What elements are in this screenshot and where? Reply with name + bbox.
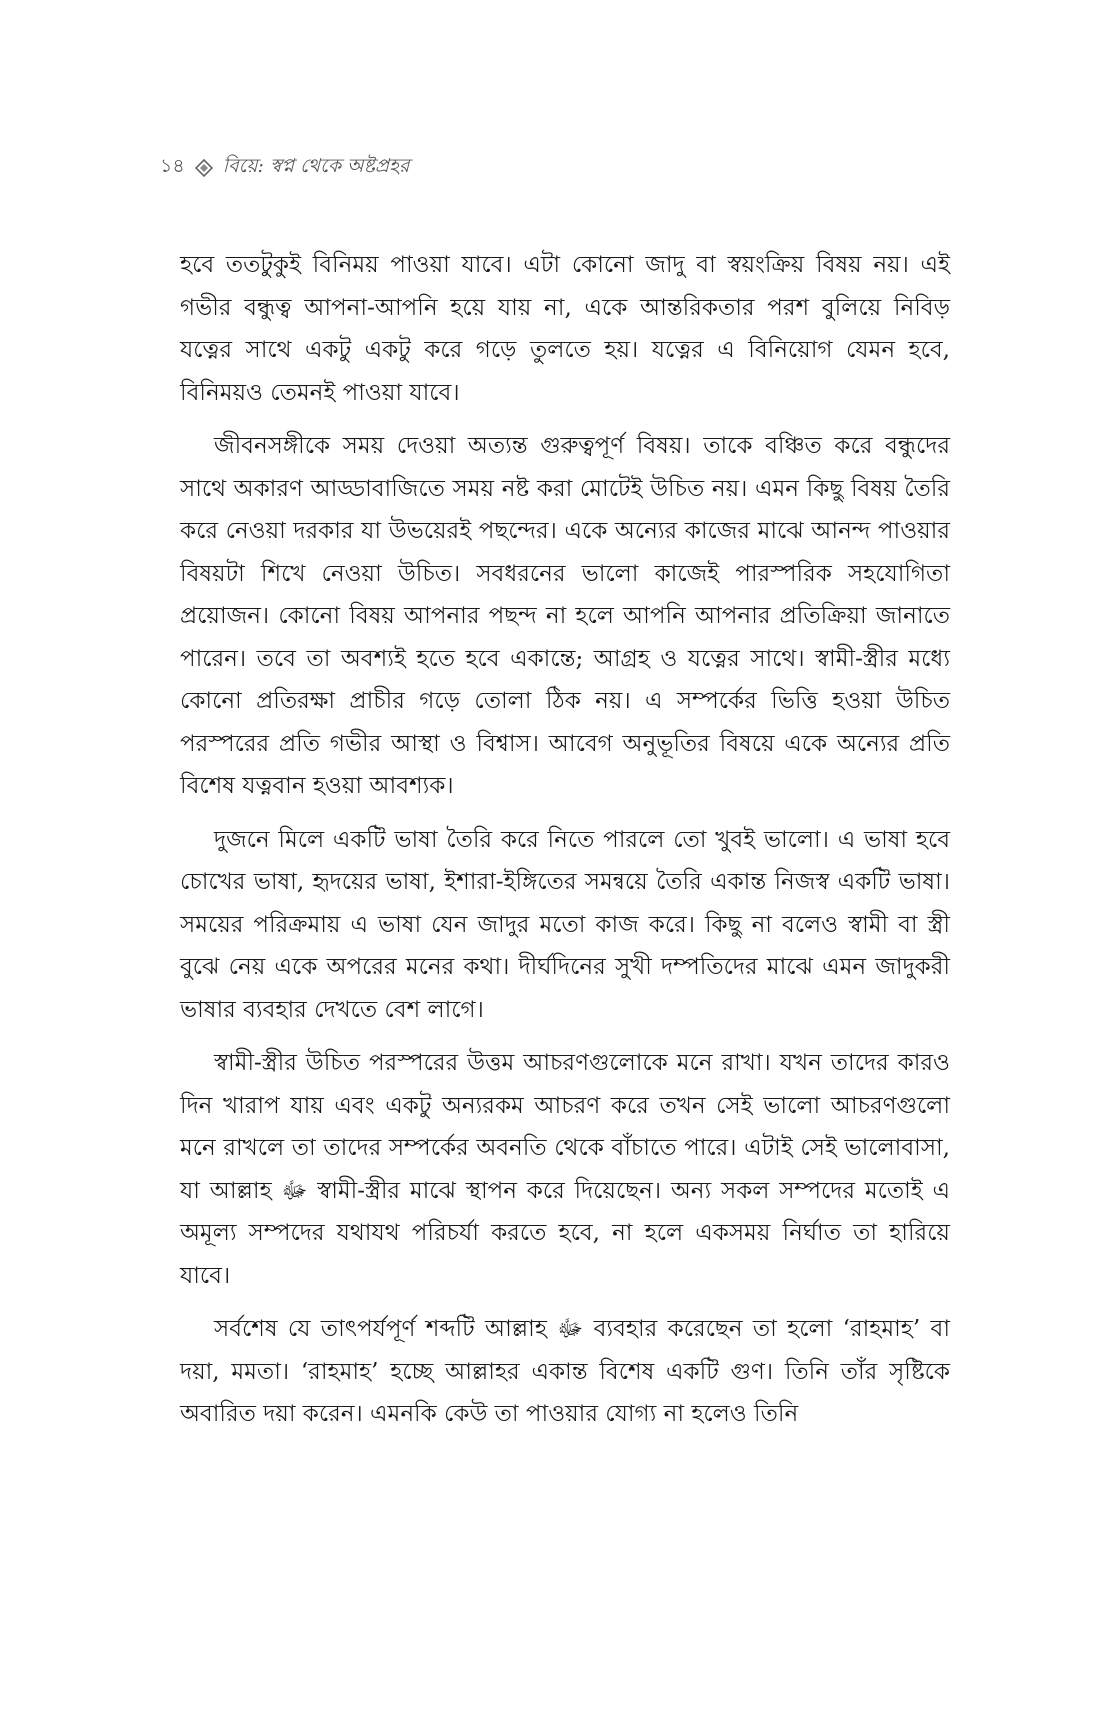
book-title: বিয়ে: স্বপ্ন থেকে অষ্টপ্রহর (222, 155, 410, 177)
paragraph-2: জীবনসঙ্গীকে সময় দেওয়া অত্যন্ত গুরুত্বপূর্ণ বিষয়। তাকে বঞ্চিত করে বন্ধুদের সাথে অকারণ আড্ডাবাজিতে সময় নষ্ট করা মোটেই উচিত নয়। এমন কিছু বিষয় তৈরি করে নেওয়া দরকার যা উভয়েরই পছন্দের। একে অন্যের কাজের মাঝে আনন্দ পাওয়ার বিষয়টা শিখে নেওয়া উচিত। সবধরনের ভালো কাজেই পারস্পরিক সহযোগিতা প্রয়োজন। কোনো বিষয় আপনার পছন্দ না হলে আপনি আপনার প্রতিক্রিয়া জানাতে পারেন। তবে তা অবশ্যই হতে হবে একান্তে; আগ্রহ ও যত্নের সাথে। স্বামী-স্ত্রীর মধ্যে কোনো প্রতিরক্ষা প্রাচীর গড়ে তোলা ঠিক নয়। এ সম্পর্কের ভিত্তি হওয়া উচিত পরস্পরের প্রতি গভীর আস্থা ও বিশ্বাস। আবেগ অনুভূতির বিষয়ে একে অন্যের প্রতি বিশেষ যত্নবান হওয়া আবশ্যক। (180, 433, 950, 799)
paragraph-3: দুজনে মিলে একটি ভাষা তৈরি করে নিতে পারলে তো খুবই ভালো। এ ভাষা হবে চোখের ভাষা, হৃদয়ের ভাষা, ইশারা-ইঙ্গিতের সমন্বয়ে তৈরি একান্ত নিজস্ব একটি ভাষা। সময়ের পরিক্রমায় এ ভাষা যেন জাদুর মতো কাজ করে। কিছু না বলেও স্বামী বা স্ত্রী বুঝে নেয় একে অপরের মনের কথা। দীর্ঘদিনের সুখী দম্পতিদের মাঝে এমন জাদুকরী ভাষার ব্যবহার দেখতে বেশ লাগে। (180, 826, 950, 1023)
paragraph-4: স্বামী-স্ত্রীর উচিত পরস্পরের উত্তম আচরণগুলোকে মনে রাখা। যখন তাদের কারও দিন খারাপ যায় এবং একটু অন্যরকম আচরণ করে তখন সেই ভালো আচরণগুলো মনে রাখলে তা তাদের সম্পর্কের অবনতি থেকে বাঁচাতে পারে। এটাই সেই ভালোবাসা, যা আল্লাহ ﷻ স্বামী-স্ত্রীর মাঝে স্থাপন করে দিয়েছেন। অন্য সকল সম্পদের মতোই এ অমূল্য সম্পদের যথাযথ পরিচর্যা করতে হবে, না হলে একসময় নির্ঘাত তা হারিয়ে যাবে। (180, 1050, 951, 1289)
paragraph-5: সর্বশেষ যে তাৎপর্যপূর্ণ শব্দটি আল্লাহ ﷻ ব্যবহার করেছেন তা হলো ‘রাহমাহ’ বা দয়া, মমতা। ‘রাহমাহ’ হচ্ছে আল্লাহর একান্ত বিশেষ একটি গুণ। তিনি তাঁর সৃষ্টিকে অবারিত দয়া করেন। এমনকি কেউ তা পাওয়ার যোগ্য না হলেও তিনি (180, 1316, 951, 1427)
diamond-ornament-icon (195, 159, 213, 177)
body-text (180, 244, 950, 1447)
running-header (160, 152, 410, 184)
paragraph-1: হবে ততটুকুই বিনিময় পাওয়া যাবে। এটা কোনো জাদু বা স্বয়ংক্রিয় বিষয় নয়। এই গভীর বন্ধুত্ব আপনা-আপনি হয়ে যায় না, একে আন্তরিকতার পরশ বুলিয়ে নিবিড় যত্নের সাথে একটু একটু করে গড়ে তুলতে হয়। যত্নের এ বিনিয়োগ যেমন হবে, বিনিময়ও তেমনই পাওয়া যাবে। (180, 252, 950, 406)
page-number: ১৪ (160, 155, 185, 177)
